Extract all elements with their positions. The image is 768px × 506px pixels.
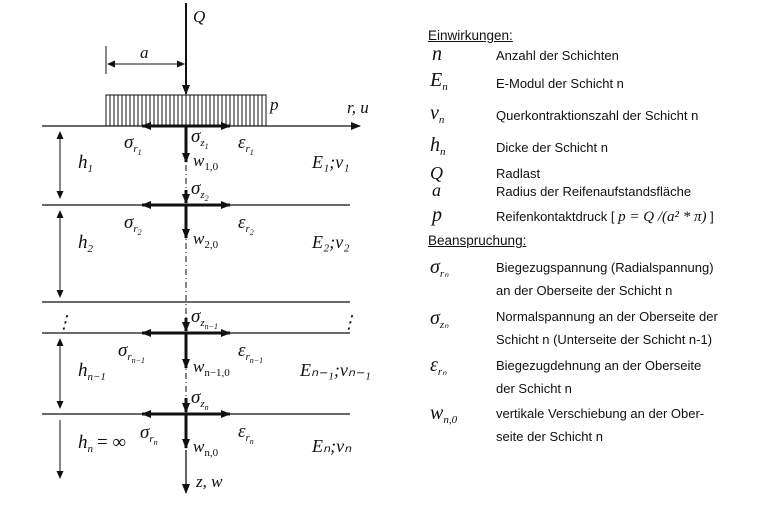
legend-h-text: Dicke der Schicht n: [496, 140, 608, 155]
load-label: Q: [193, 7, 206, 26]
radius-label: a: [140, 43, 149, 62]
heading-actions: Einwirkungen:: [428, 28, 513, 43]
legend-sigma-r-line1: Biegezugspannung (Radialspannung): [496, 260, 714, 275]
pressure-formula: p = Q /(a² * π): [618, 209, 707, 225]
legend-h-symbol: $h_n$: [430, 134, 446, 158]
layer2-displacement: $w_{2,0}$: [193, 229, 219, 251]
legend-n-text: Anzahl der Schichten: [496, 48, 619, 63]
legend-Q-text: Radlast: [496, 166, 541, 181]
legend-p-text: Reifenkontaktdruck [ p = Q /(a² * π) ]: [496, 209, 714, 225]
legend-w-line2: seite der Schicht n: [496, 429, 603, 444]
layer1-sigma-r: $\sigma_r1$: [124, 132, 142, 157]
legend-Q-symbol: Q: [430, 163, 443, 183]
layer2-epsilon: $\varepsilon_r2$: [238, 212, 254, 237]
layern-epsilon: $\varepsilon_rn$: [238, 421, 254, 446]
tire-pressure-block: [106, 95, 266, 126]
layer2-thickness: $h_2$: [78, 232, 93, 255]
legend-epsilon-line2: der Schicht n: [496, 381, 572, 396]
layern1-properties: Eₙ₋₁;νₙ₋₁: [300, 360, 371, 380]
stress-group-layer-1: [142, 126, 230, 162]
heading-stress: Beanspruchung:: [428, 233, 527, 248]
axis-z-label: z, w: [196, 472, 223, 491]
layer1-thickness: $h_1$: [78, 152, 93, 175]
legend-sigma-z-symbol: $\sigma_{z_n}$: [430, 307, 449, 331]
legend-w-line1: vertikale Verschiebung an der Ober-: [496, 406, 705, 421]
legend-a-text: Radius der Reifenaufstandsfläche: [496, 184, 692, 199]
layer2-sigma-r: $\sigma_r2$: [124, 212, 142, 237]
legend-nu-symbol: $\nu_n$: [430, 102, 445, 126]
legend-sigma-z-line2: Schicht n (Unterseite der Schicht n-1): [496, 332, 713, 347]
layer1-displacement: $w_{1,0}$: [193, 151, 219, 173]
legend-sigma-z-line1: Normalspannung an der Oberseite der: [496, 309, 718, 324]
legend-sigma-r-line2: an der Oberseite der Schicht n: [496, 283, 673, 298]
ellipsis-right: ⋮: [340, 312, 358, 332]
pressure-label: p: [270, 95, 279, 114]
layern1-epsilon: $\varepsilon_rn-1$: [238, 340, 264, 365]
ellipsis-left: ⋮: [55, 312, 73, 332]
legend-sigma-r-symbol: $\sigma_{r_n}$: [430, 256, 449, 280]
layern1-sigma-z: $\sigma_zn-1$: [191, 306, 219, 331]
layern-displacement: $w_{n,0}$: [193, 437, 219, 459]
layern-properties: Eₙ;νₙ: [312, 436, 352, 456]
legend-E-symbol: $E_n$: [430, 69, 448, 93]
legend-a-symbol: a: [432, 180, 441, 200]
legend-p-symbol: p: [432, 204, 442, 226]
layer1-properties: E₁;ν₁: [312, 152, 350, 172]
layer2-sigma-z: $\sigma_z2$: [191, 178, 209, 203]
layer1-epsilon: $\varepsilon_r1$: [238, 132, 254, 157]
legend-w-symbol: $w_{n,0}$: [430, 402, 458, 426]
legend-epsilon-symbol: $\varepsilon_{r_n}$: [430, 354, 447, 378]
layern1-displacement: $w_{n-1,0}$: [193, 357, 230, 379]
layern-sigma-z: $\sigma_zn$: [191, 387, 209, 412]
legend-n-symbol: n: [432, 43, 442, 65]
legend-epsilon-line1: Biegezugdehnung an der Oberseite: [496, 358, 702, 373]
layern-thickness: $h_n$ = ∞: [78, 432, 127, 455]
layern-sigma-r: $\sigma_rn$: [140, 422, 158, 447]
layern1-thickness: $h_{n-1}$: [78, 360, 106, 383]
stress-group-layer-2: [142, 190, 230, 238]
layer2-properties: E₂;ν₂: [312, 232, 350, 252]
legend-E-text: E-Modul der Schicht n: [496, 76, 624, 91]
legend-nu-text: Querkontraktionszahl der Schicht n: [496, 108, 699, 123]
layern1-sigma-r: $\sigma_rn-1$: [118, 340, 146, 365]
layer1-sigma-z: $\sigma_z1$: [191, 126, 209, 151]
axis-r-label: r, u: [347, 98, 369, 117]
